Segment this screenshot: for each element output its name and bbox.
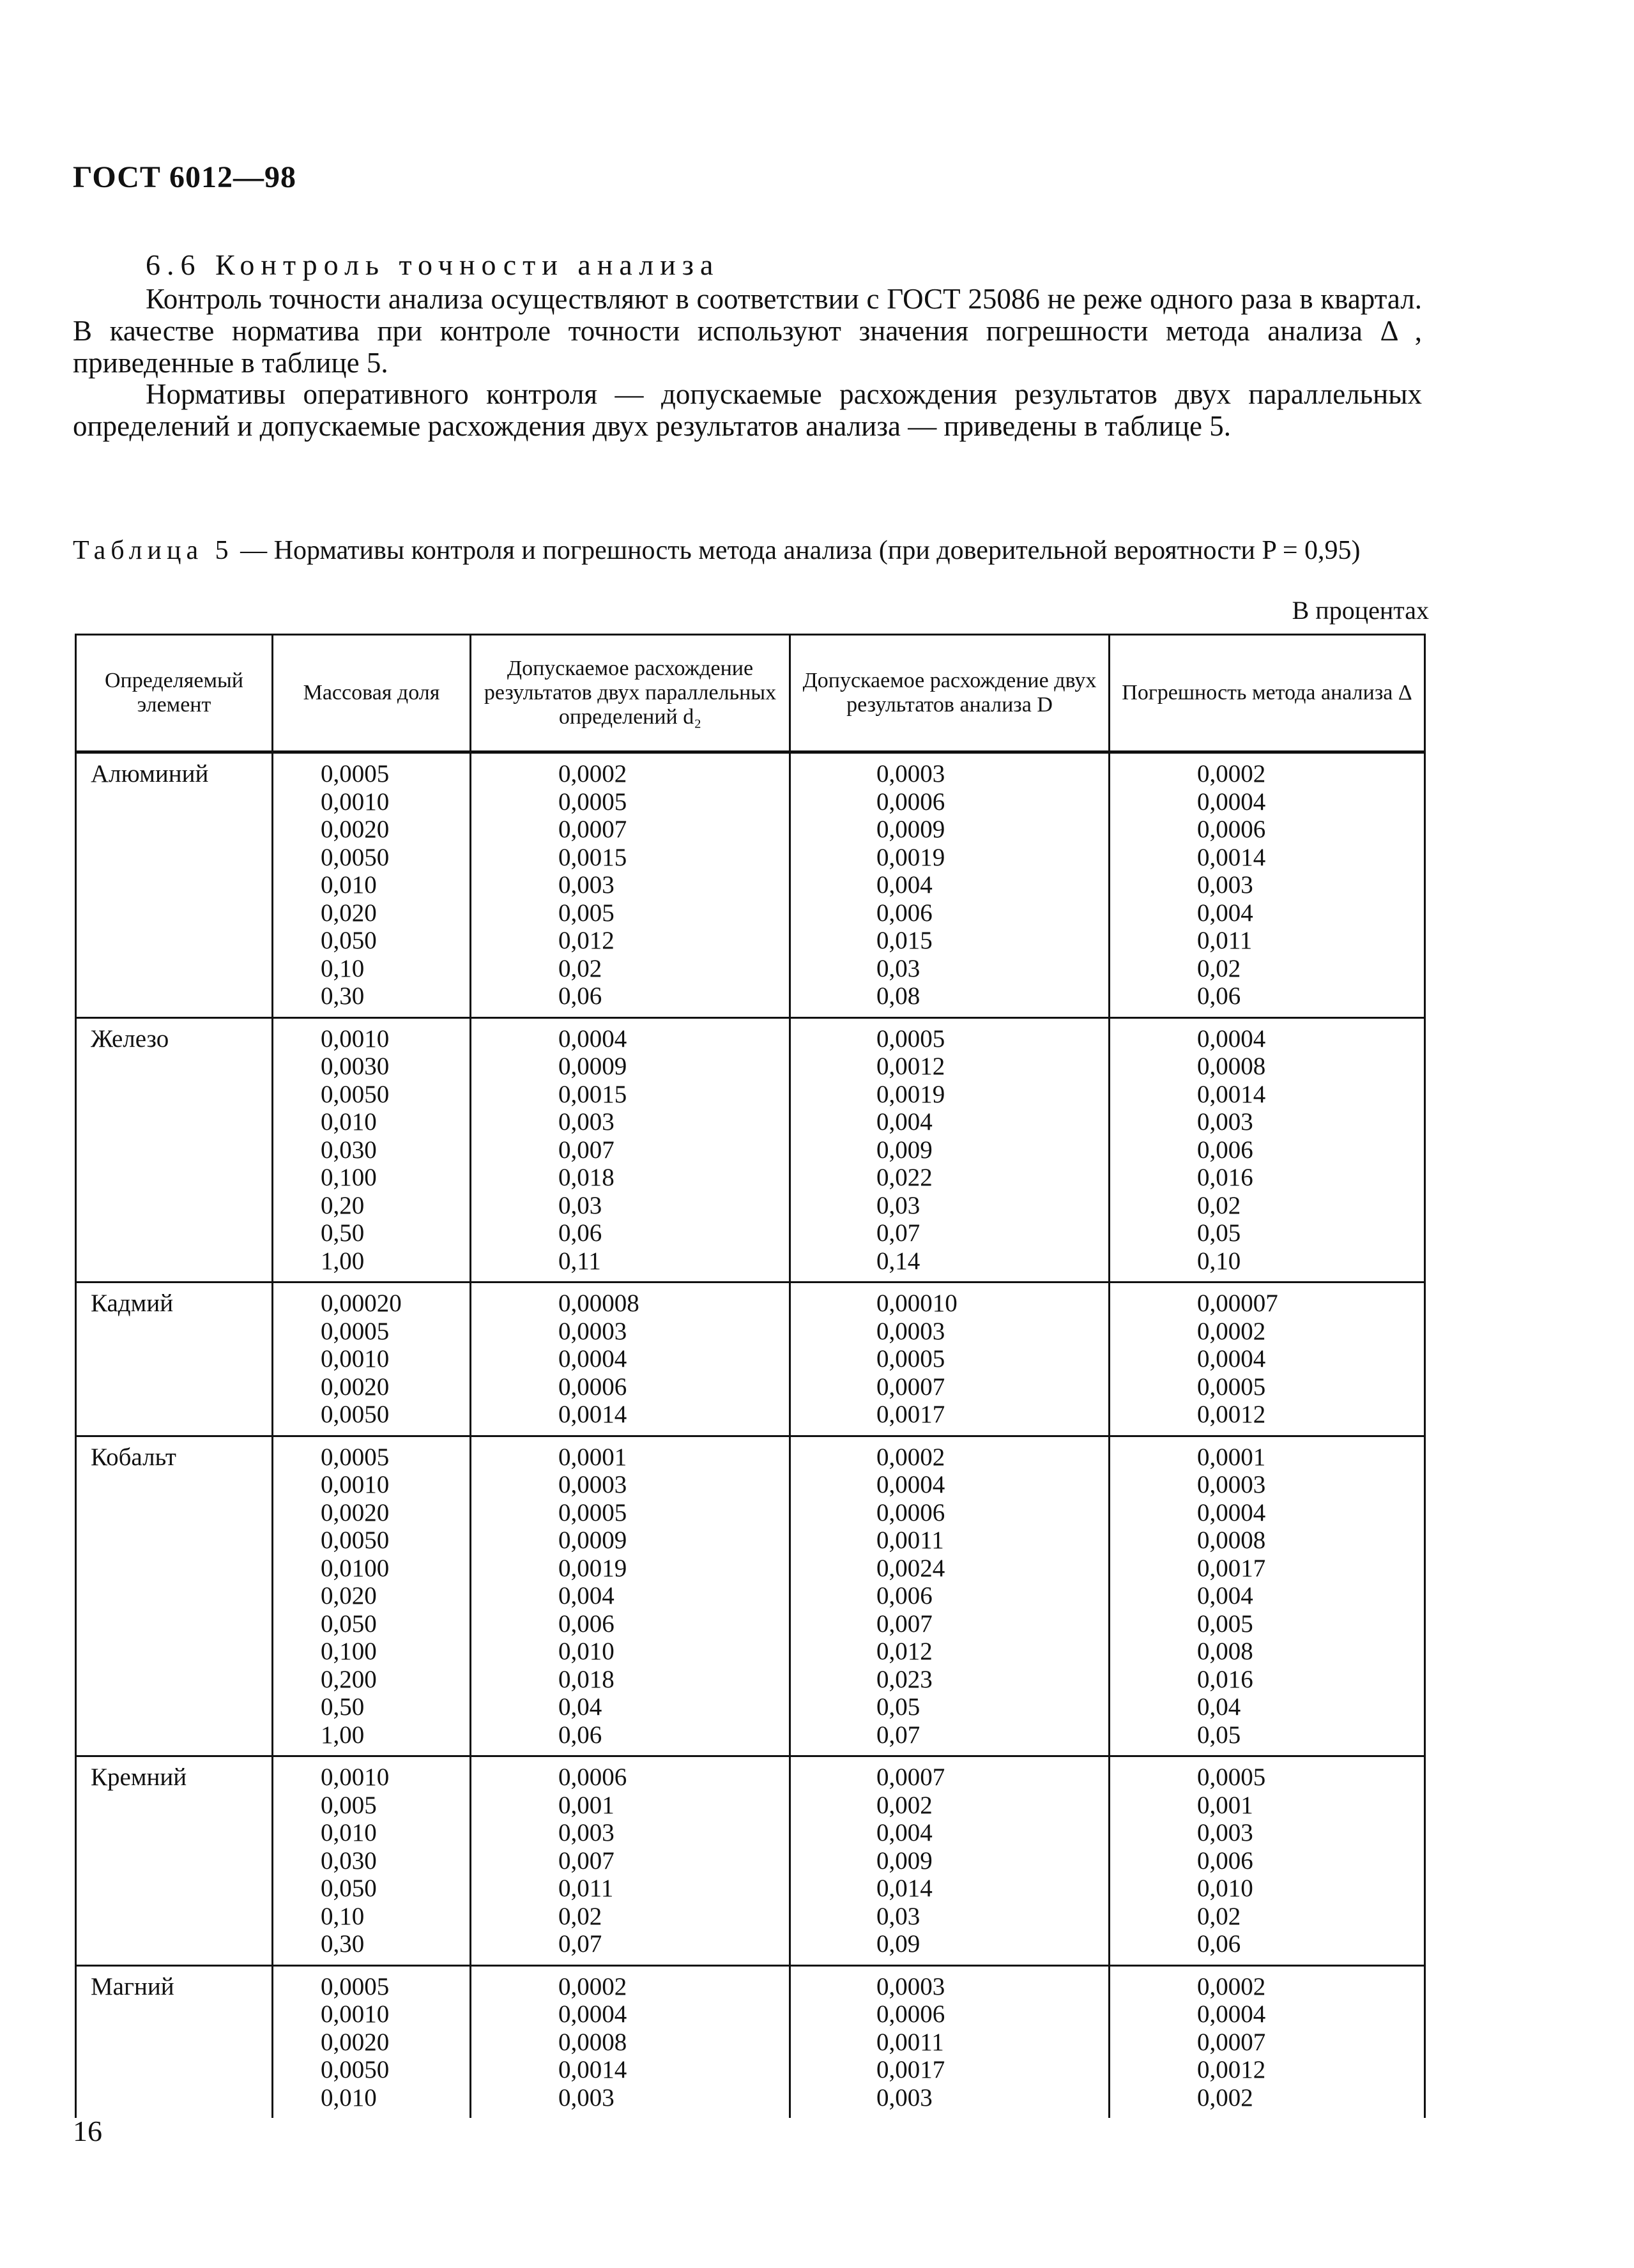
value-line: 0,50 (321, 1693, 365, 1721)
value-line: 0,0003 (558, 1317, 627, 1345)
value-line: 0,0010 (321, 1471, 390, 1498)
value-line: 0,0100 (321, 1554, 390, 1582)
value-line: 0,030 (321, 1136, 377, 1164)
value-line: 0,004 (1197, 1582, 1253, 1610)
value-line: 0,0005 (558, 788, 627, 816)
value-line: 0,0015 (558, 843, 627, 871)
value-line: 0,0007 (876, 1763, 945, 1791)
value-line: 0,0005 (1197, 1763, 1266, 1791)
cell-element: Кобальт (76, 1436, 273, 1756)
value-line: 0,0010 (321, 1345, 390, 1373)
value-line: 0,0014 (1197, 843, 1266, 871)
value-line: 0,001 (1197, 1791, 1253, 1819)
value-line: 0,30 (321, 982, 365, 1010)
value-line: 0,023 (876, 1665, 933, 1693)
cell-delta (1110, 752, 1425, 1018)
value-line: 0,008 (1197, 1638, 1253, 1665)
value-line: 0,018 (558, 1164, 615, 1191)
cell-D (790, 1756, 1110, 1966)
value-line: 0,05 (876, 1693, 920, 1721)
value-line: 0,00007 (1197, 1290, 1278, 1317)
value-line: 0,07 (876, 1721, 920, 1749)
paragraph-accuracy-control: Контроль точности анализа осуществляют в соответствии с ГОСТ 25086 не реже одного раза в квартал. В качестве норматива при контроле точности используют значения погрешности метода анализа Δ , приведенные в таблице 5. (73, 283, 1422, 379)
value-line: 0,07 (876, 1219, 920, 1247)
value-line: 0,010 (321, 2083, 377, 2112)
value-line: 0,0006 (1197, 816, 1266, 843)
value-line: 0,007 (558, 1136, 615, 1164)
cell-element: Алюминий (76, 752, 273, 1018)
value-line: 0,0012 (1197, 2056, 1266, 2083)
value-line: 0,010 (321, 1108, 377, 1136)
value-line: 0,011 (1197, 927, 1253, 954)
cell-mass-fraction (273, 1282, 471, 1436)
cell-D (790, 1017, 1110, 1282)
value-line: 0,0005 (1197, 1373, 1266, 1401)
cell-d2 (471, 1017, 790, 1282)
value-line: 0,0007 (1197, 2028, 1266, 2056)
cell-D (790, 1965, 1110, 2118)
value-line: 0,006 (558, 1610, 615, 1638)
value-line: 0,10 (321, 954, 365, 982)
cell-delta (1110, 1965, 1425, 2118)
value-line: 0,0006 (876, 788, 945, 816)
value-line: 1,00 (321, 1247, 365, 1275)
value-line: 0,03 (876, 1902, 920, 1930)
value-line: 0,007 (876, 1610, 933, 1638)
value-line: 0,0004 (1197, 788, 1266, 816)
value-line: 0,02 (558, 954, 602, 982)
table-row (76, 1756, 1425, 1966)
value-line: 0,016 (1197, 1665, 1253, 1693)
norms-table (75, 634, 1426, 2118)
value-line: 0,0008 (558, 2028, 627, 2056)
value-line: 0,009 (876, 1846, 933, 1875)
value-line: 0,0012 (1197, 1401, 1266, 1428)
table-row (76, 1436, 1425, 1756)
value-line: 0,07 (558, 1930, 602, 1958)
value-line: 0,20 (321, 1191, 365, 1219)
value-line: 0,0005 (876, 1345, 945, 1373)
value-line: 0,0005 (321, 1972, 390, 2000)
cell-D (790, 1436, 1110, 1756)
value-line: 0,006 (876, 1582, 933, 1610)
value-line: 0,003 (558, 871, 615, 899)
value-line: 0,0014 (558, 1401, 627, 1428)
header-mass-fraction: Массовая доля (273, 635, 471, 752)
table-row (76, 752, 1425, 1018)
table-caption-text: — Нормативы контроля и погрешность метода анализа (при доверительной вероятности P = 0,95) (233, 536, 1361, 565)
value-line: 0,30 (321, 1930, 365, 1958)
value-line: 0,0006 (876, 2000, 945, 2028)
value-line: 0,018 (558, 1665, 615, 1693)
value-line: 0,003 (1197, 1108, 1253, 1136)
value-line: 0,0005 (558, 1498, 627, 1526)
header-delta: Погрешность метода анализа Δ (1110, 635, 1425, 752)
value-line: 0,005 (321, 1791, 377, 1819)
value-line: 0,010 (321, 1819, 377, 1846)
section-title: 6.6 Контроль точности анализа (146, 248, 720, 281)
value-line: 0,050 (321, 1875, 377, 1902)
value-line: 0,004 (1197, 899, 1253, 927)
value-line: 0,10 (1197, 1247, 1241, 1275)
value-line: 0,012 (876, 1638, 933, 1665)
value-line: 0,0005 (321, 760, 390, 788)
cell-delta (1110, 1436, 1425, 1756)
value-line: 0,0020 (321, 1498, 390, 1526)
value-line: 0,014 (876, 1875, 933, 1902)
value-line: 0,0002 (1197, 760, 1266, 788)
header-element: Определяемый элемент (76, 635, 273, 752)
value-line: 0,09 (876, 1930, 920, 1958)
table-row (76, 1017, 1425, 1282)
value-line: 0,0003 (876, 1317, 945, 1345)
value-line: 0,0014 (558, 2056, 627, 2083)
value-line: 0,0004 (558, 2000, 627, 2028)
value-line: 0,004 (876, 1819, 933, 1846)
value-line: 0,0001 (558, 1443, 627, 1471)
value-line: 0,0014 (1197, 1080, 1266, 1108)
value-line: 0,020 (321, 899, 377, 927)
value-line: 0,0006 (558, 1763, 627, 1791)
value-line: 0,100 (321, 1164, 377, 1191)
value-line: 0,0020 (321, 2028, 390, 2056)
value-line: 0,0011 (876, 1526, 944, 1554)
value-line: 0,0007 (558, 816, 627, 843)
value-line: 0,06 (1197, 1930, 1241, 1958)
value-line: 0,022 (876, 1164, 933, 1191)
value-line: 0,003 (558, 1819, 615, 1846)
value-line: 0,06 (558, 982, 602, 1010)
value-line: 0,0008 (1197, 1526, 1266, 1554)
cell-d2 (471, 1965, 790, 2118)
value-line: 0,030 (321, 1846, 377, 1875)
value-line: 0,007 (558, 1846, 615, 1875)
value-line: 0,0017 (876, 2056, 945, 2083)
value-line: 0,0003 (876, 1972, 945, 2000)
value-line: 0,05 (1197, 1219, 1241, 1247)
cell-D (790, 752, 1110, 1018)
cell-element: Железо (76, 1017, 273, 1282)
value-line: 0,012 (558, 927, 615, 954)
value-line: 0,0010 (321, 1024, 390, 1053)
value-line: 0,001 (558, 1791, 615, 1819)
value-line: 0,015 (876, 927, 933, 954)
value-line: 0,0050 (321, 1526, 390, 1554)
value-line: 0,50 (321, 1219, 365, 1247)
value-line: 0,006 (1197, 1846, 1253, 1875)
value-line: 0,0003 (1197, 1471, 1266, 1498)
value-line: 0,0002 (876, 1443, 945, 1471)
value-line: 0,200 (321, 1665, 377, 1693)
value-line: 0,003 (876, 2083, 933, 2112)
cell-mass-fraction (273, 1017, 471, 1282)
cell-element: Кадмий (76, 1282, 273, 1436)
document-header: ГОСТ 6012—98 (73, 160, 296, 194)
value-line: 0,0002 (1197, 1317, 1266, 1345)
cell-D (790, 1282, 1110, 1436)
value-line: 0,0019 (876, 1080, 945, 1108)
cell-mass-fraction (273, 752, 471, 1018)
value-line: 0,0019 (558, 1554, 627, 1582)
value-line: 1,00 (321, 1721, 365, 1749)
value-line: 0,00010 (876, 1290, 958, 1317)
cell-mass-fraction (273, 1965, 471, 2118)
value-line: 0,003 (558, 2083, 615, 2112)
table-caption-label: Таблица 5 (73, 536, 234, 565)
page-number: 16 (73, 2115, 102, 2147)
value-line: 0,04 (558, 1693, 602, 1721)
value-line: 0,011 (558, 1875, 614, 1902)
value-line: 0,03 (558, 1191, 602, 1219)
value-line: 0,0050 (321, 1080, 390, 1108)
value-line: 0,0004 (1197, 1498, 1266, 1526)
value-line: 0,02 (558, 1902, 602, 1930)
value-line: 0,0012 (876, 1053, 945, 1080)
table-header-row (76, 635, 1425, 752)
value-line: 0,050 (321, 927, 377, 954)
value-line: 0,00020 (321, 1290, 402, 1317)
value-line: 0,0004 (558, 1345, 627, 1373)
value-line: 0,0005 (321, 1443, 390, 1471)
cell-d2 (471, 752, 790, 1018)
value-line: 0,03 (876, 1191, 920, 1219)
value-line: 0,003 (558, 1108, 615, 1136)
value-line: 0,010 (558, 1638, 615, 1665)
header-d2: Допускаемое расхождение результатов двух параллельных определений d₂ (471, 635, 790, 752)
value-line: 0,0017 (876, 1401, 945, 1428)
value-line: 0,010 (1197, 1875, 1253, 1902)
value-line: 0,06 (1197, 982, 1241, 1010)
value-line: 0,0030 (321, 1053, 390, 1080)
table-row (76, 1965, 1425, 2118)
value-line: 0,003 (1197, 1819, 1253, 1846)
value-line: 0,0002 (558, 760, 627, 788)
value-line: 0,0006 (876, 1498, 945, 1526)
value-line: 0,005 (558, 899, 615, 927)
value-line: 0,0019 (876, 843, 945, 871)
value-line: 0,002 (1197, 2083, 1253, 2112)
value-line: 0,0008 (1197, 1053, 1266, 1080)
value-line: 0,0010 (321, 788, 390, 816)
value-line: 0,0006 (558, 1373, 627, 1401)
value-line: 0,03 (876, 954, 920, 982)
cell-mass-fraction (273, 1436, 471, 1756)
value-line: 0,10 (321, 1902, 365, 1930)
value-line: 0,004 (876, 1108, 933, 1136)
value-line: 0,0050 (321, 1401, 390, 1428)
value-line: 0,0015 (558, 1080, 627, 1108)
value-line: 0,0017 (1197, 1554, 1266, 1582)
value-line: 0,14 (876, 1247, 920, 1275)
value-line: 0,0005 (321, 1317, 390, 1345)
value-line: 0,016 (1197, 1164, 1253, 1191)
value-line: 0,02 (1197, 1191, 1241, 1219)
value-line: 0,0050 (321, 843, 390, 871)
value-line: 0,0002 (558, 1972, 627, 2000)
value-line: 0,0003 (558, 1471, 627, 1498)
value-line: 0,0004 (1197, 1345, 1266, 1373)
value-line: 0,004 (558, 1582, 615, 1610)
table-units: В процентах (1292, 596, 1429, 625)
value-line: 0,0009 (558, 1526, 627, 1554)
value-line: 0,0010 (321, 2000, 390, 2028)
value-line: 0,020 (321, 1582, 377, 1610)
cell-delta (1110, 1017, 1425, 1282)
table-row (76, 1282, 1425, 1436)
value-line: 0,06 (558, 1721, 602, 1749)
value-line: 0,0009 (558, 1053, 627, 1080)
header-D: Допускаемое расхождение двух результатов анализа D (790, 635, 1110, 752)
value-line: 0,0004 (1197, 1024, 1266, 1053)
value-line: 0,0004 (1197, 2000, 1266, 2028)
cell-d2 (471, 1436, 790, 1756)
value-line: 0,002 (876, 1791, 933, 1819)
value-line: 0,0005 (876, 1024, 945, 1053)
value-line: 0,010 (321, 871, 377, 899)
value-line: 0,009 (876, 1136, 933, 1164)
value-line: 0,11 (558, 1247, 601, 1275)
cell-delta (1110, 1282, 1425, 1436)
value-line: 0,004 (876, 871, 933, 899)
value-line: 0,0002 (1197, 1972, 1266, 2000)
value-line: 0,05 (1197, 1721, 1241, 1749)
cell-d2 (471, 1756, 790, 1966)
value-line: 0,0009 (876, 816, 945, 843)
value-line: 0,02 (1197, 1902, 1241, 1930)
value-line: 0,0001 (1197, 1443, 1266, 1471)
value-line: 0,050 (321, 1610, 377, 1638)
value-line: 0,0003 (876, 760, 945, 788)
cell-element: Кремний (76, 1756, 273, 1966)
value-line: 0,006 (876, 899, 933, 927)
paragraph-operative-control: Нормативы оперативного контроля — допускаемые расхождения результатов двух параллельных определений и допускаемые расхождения двух результатов анализа — приведены в таблице 5. (73, 378, 1422, 442)
value-line: 0,003 (1197, 871, 1253, 899)
value-line: 0,0007 (876, 1373, 945, 1401)
cell-element: Магний (76, 1965, 273, 2118)
value-line: 0,0050 (321, 2056, 390, 2083)
value-line: 0,0004 (558, 1024, 627, 1053)
value-line: 0,08 (876, 982, 920, 1010)
value-line: 0,0004 (876, 1471, 945, 1498)
value-line: 0,0011 (876, 2028, 944, 2056)
value-line: 0,005 (1197, 1610, 1253, 1638)
table-caption (73, 537, 1631, 565)
value-line: 0,06 (558, 1219, 602, 1247)
value-line: 0,02 (1197, 954, 1241, 982)
cell-mass-fraction (273, 1756, 471, 1966)
cell-delta (1110, 1756, 1425, 1966)
value-line: 0,0020 (321, 816, 390, 843)
value-line: 0,006 (1197, 1136, 1253, 1164)
value-line: 0,04 (1197, 1693, 1241, 1721)
value-line: 0,100 (321, 1638, 377, 1665)
value-line: 0,0010 (321, 1763, 390, 1791)
cell-d2 (471, 1282, 790, 1436)
value-line: 0,0020 (321, 1373, 390, 1401)
table-body (76, 752, 1425, 2119)
value-line: 0,0024 (876, 1554, 945, 1582)
value-line: 0,00008 (558, 1290, 639, 1317)
